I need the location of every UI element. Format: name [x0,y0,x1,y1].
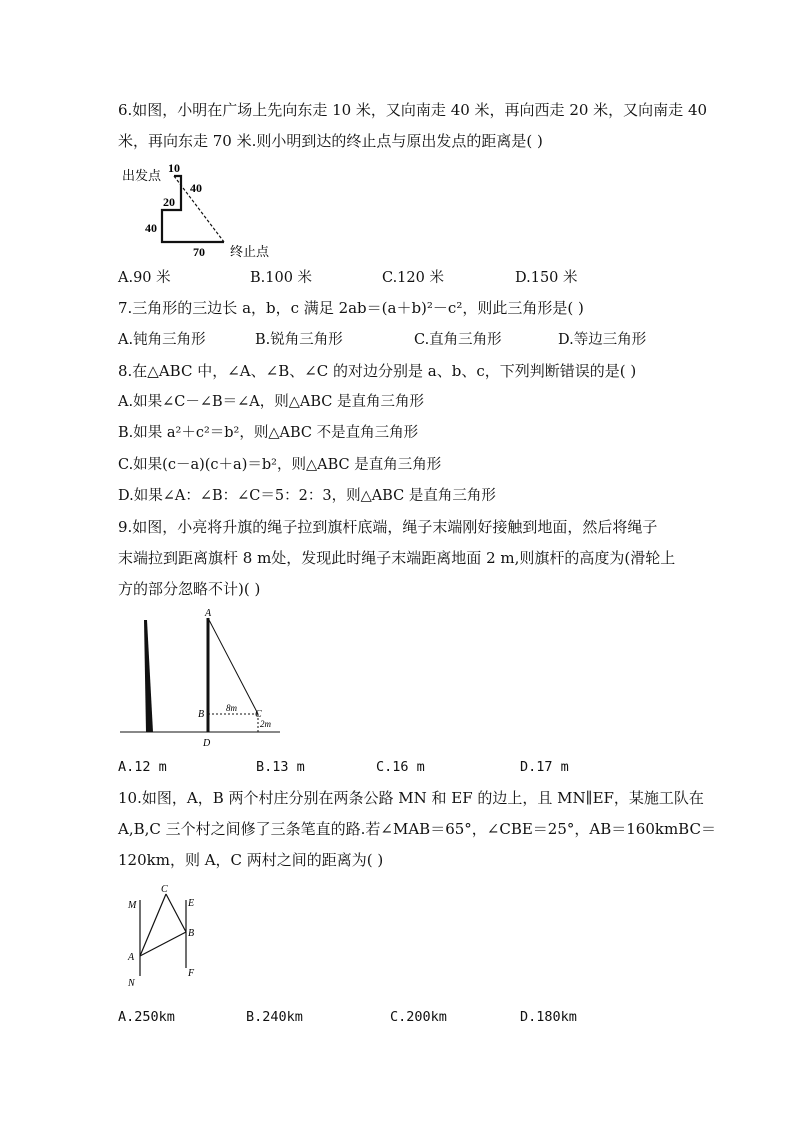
q10-label-f: F [188,968,195,979]
q6-label-40-top: 40 [190,181,202,195]
q10-label-n: N [128,978,135,989]
q10-label-e: E [188,898,195,909]
q7-option-a[interactable]: A.钝角三角形 [118,332,206,348]
q9-rope [208,618,258,714]
q6-walk-diagram [118,158,288,260]
q9-text-line1: 9.如图，小亮将升旗的绳子拉到旗杆底端，绳子末端刚好接触到地面，然后将绳子 [118,518,658,536]
q7-option-c[interactable]: C.直角三角形 [414,332,502,348]
q8-option-c[interactable]: C.如果(c－a)(c＋a)＝b²，则△ABC 是直角三角形 [118,457,442,473]
q9-label-b: B [198,709,205,720]
q10-text-line3: 120km，则 A，C 两村之间的距离为( ) [118,851,384,869]
q6-text-line2: 米，再向东走 70 米.则小明到达的终止点与原出发点的距离是( ) [118,132,543,150]
q8-option-d[interactable]: D.如果∠A：∠B：∠C＝5：2：3，则△ABC 是直角三角形 [118,488,496,504]
q9-option-b[interactable]: B.13 m [256,759,305,775]
q6-label-40-left: 40 [145,221,157,235]
q6-option-a[interactable]: A.90 米 [118,270,171,286]
q9-label-2m: 2m [260,719,271,729]
q9-label-d: D [203,738,211,749]
q10-option-d[interactable]: D.180km [520,1009,577,1025]
q7-option-b[interactable]: B.锐角三角形 [255,332,343,348]
q9-option-d[interactable]: D.17 m [520,759,569,775]
q6-start-label: 出发点 [122,168,162,183]
q6-option-b[interactable]: B.100 米 [250,270,313,286]
q6-option-d[interactable]: D.150 米 [515,270,578,286]
q10-label-a: A [128,952,135,963]
q10-option-a[interactable]: A.250km [118,1009,175,1025]
q9-text-line3: 方的部分忽略不计)( ) [118,580,261,598]
q10-text-line1: 10.如图，A，B 两个村庄分别在两条公路 MN 和 EF 的边上，且 MN∥EF，某施工队在 [118,789,704,807]
q9-option-c[interactable]: C.16 m [376,759,425,775]
q10-villages-diagram [118,880,208,992]
q9-text-line2: 末端拉到距离旗杆 8 m处，发现此时绳子末端距离地面 2 m,则旗杆的高度为(滑轮上 [118,549,676,567]
q6-label-20: 20 [163,195,175,209]
q9-flagpole-diagram [118,604,288,752]
q8-option-b[interactable]: B.如果 a²＋c²＝b²，则△ABC 不是直角三角形 [118,425,419,441]
q6-label-10: 10 [168,161,180,175]
q6-label-70: 70 [193,245,205,259]
q7-text: 7.三角形的三边长 a，b，c 满足 2ab＝(a＋b)²－c²，则此三角形是( ) [118,299,584,317]
q8-text: 8.在△ABC 中，∠A、∠B、∠C 的对边分别是 a、b、c，下列判断错误的是( ) [118,362,637,380]
q10-option-b[interactable]: B.240km [246,1009,303,1025]
q7-option-d[interactable]: D.等边三角形 [558,332,647,348]
q10-label-b: B [188,928,195,939]
q10-label-m: M [128,900,137,911]
q9-label-8m: 8m [226,703,237,713]
q9-label-c: C [255,709,262,720]
q9-label-a: A [205,608,212,619]
q8-option-a[interactable]: A.如果∠C－∠B＝∠A，则△ABC 是直角三角形 [118,394,424,410]
q6-end-label: 终止点 [230,244,270,259]
q10-option-c[interactable]: C.200km [390,1009,447,1025]
q10-road-ac [140,894,166,956]
q10-label-c: C [161,884,168,895]
q6-text-line1: 6.如图，小明在广场上先向东走 10 米，又向南走 40 米，再向西走 20 米，又向南走 40 [118,101,708,119]
q10-text-line2: A,B,C 三个村之间修了三条笔直的路.若∠MAB＝65°，∠CBE＝25°，AB＝160kmBC＝ [118,820,716,838]
q10-road-ab [140,932,186,956]
q6-option-c[interactable]: C.120 米 [382,270,444,286]
q9-left-pole [144,620,153,732]
q10-road-cb [166,894,186,932]
q9-option-a[interactable]: A.12 m [118,759,167,775]
